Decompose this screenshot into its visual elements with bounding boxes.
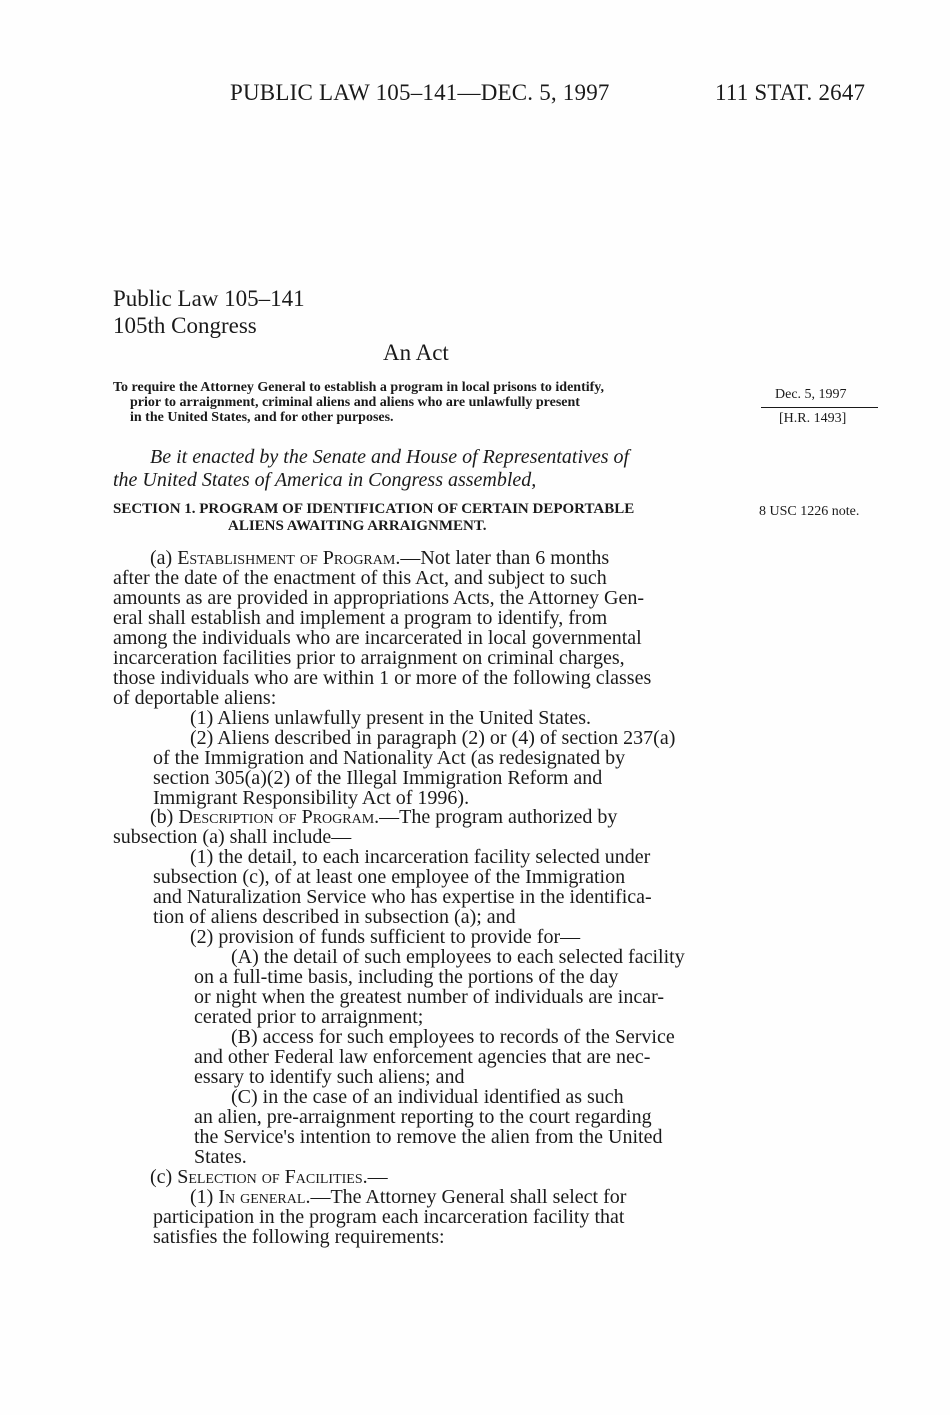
congress-number: 105th Congress xyxy=(113,313,257,338)
body-line: Immigrant Responsibility Act of 1996). xyxy=(153,787,470,809)
body-line: on a full-time basis, including the portions of the day xyxy=(194,966,619,988)
body-line: of the Immigration and Nationality Act (as redesignated by xyxy=(153,747,626,769)
subsection-caption: Establishment of Program xyxy=(177,547,396,569)
subsection-caption: Description of Program xyxy=(178,806,375,828)
running-header-law-date: PUBLIC LAW 105–141—DEC. 5, 1997 xyxy=(230,80,610,105)
body-line: subsection (c), of at least one employee of the Immigration xyxy=(153,866,626,888)
body-line: of deportable aliens: xyxy=(113,687,277,709)
margin-usc-note: 8 USC 1226 note. xyxy=(759,504,860,519)
paragraph-label: (1) xyxy=(190,1186,219,1208)
body-text: .—The program authorized by xyxy=(374,806,618,828)
act-heading: An Act xyxy=(383,340,449,365)
body-line: section 305(a)(2) of the Illegal Immigration Reform and xyxy=(153,767,603,789)
body-line: tion of aliens described in subsection (a); and xyxy=(153,906,516,928)
paragraph-c1-line xyxy=(113,1187,626,1207)
body-line: and Naturalization Service who has expertise in the identifica- xyxy=(153,886,652,908)
subsection-b-line xyxy=(113,807,617,827)
body-line: eral shall establish and implement a program to identify, from xyxy=(113,607,608,629)
body-line: among the individuals who are incarcerated in local governmental xyxy=(113,627,642,649)
purpose-line: To require the Attorney General to establish a program in local prisons to identify, xyxy=(113,380,605,395)
body-line: an alien, pre-arraignment reporting to the court regarding xyxy=(194,1106,652,1128)
subsection-label: (b) xyxy=(150,806,179,828)
enacting-line: Be it enacted by the Senate and House of Representatives of xyxy=(150,446,630,468)
paragraph-a2: (2) Aliens described in paragraph (2) or (4) of section 237(a) xyxy=(190,727,676,749)
purpose-line: in the United States, and for other purposes. xyxy=(130,410,394,425)
body-line: participation in the program each incarceration facility that xyxy=(153,1206,625,1228)
running-header-stat-page: 111 STAT. 2647 xyxy=(715,80,866,105)
public-law-number: Public Law 105–141 xyxy=(113,286,305,311)
section-heading-line: ALIENS AWAITING ARRAIGNMENT. xyxy=(228,518,487,534)
body-line: amounts as are provided in appropriations Acts, the Attorney Gen- xyxy=(113,587,644,609)
body-line: after the date of the enactment of this Act, and subject to such xyxy=(113,567,607,589)
body-line: States. xyxy=(194,1146,247,1168)
enacting-clause xyxy=(113,446,745,492)
body-line: satisfies the following requirements: xyxy=(153,1226,445,1248)
body-line: or night when the greatest number of individuals are incar- xyxy=(194,986,664,1008)
margin-bill-number: [H.R. 1493] xyxy=(779,411,847,426)
margin-date: Dec. 5, 1997 xyxy=(775,387,847,402)
subsection-a-line xyxy=(113,548,609,568)
paragraph-caption: In general xyxy=(218,1186,306,1208)
body-text: .—Not later than 6 months xyxy=(395,547,610,569)
enacting-line: the United States of America in Congress assembled, xyxy=(113,469,537,491)
body-line: essary to identify such aliens; and xyxy=(194,1066,465,1088)
body-line: the Service's intention to remove the alien from the United xyxy=(194,1126,663,1148)
body-line: subsection (a) shall include— xyxy=(113,826,352,848)
subparagraph-bA: (A) the detail of such employees to each selected facility xyxy=(231,946,685,968)
body-line: cerated prior to arraignment; xyxy=(194,1006,424,1028)
paragraph-b1: (1) the detail, to each incarceration facility selected under xyxy=(190,846,651,868)
paragraph-b2: (2) provision of funds sufficient to provide for— xyxy=(190,926,581,948)
subsection-c-line xyxy=(113,1167,388,1187)
body-text: .—The Attorney General shall select for xyxy=(305,1186,627,1208)
body-line: and other Federal law enforcement agencies that are nec- xyxy=(194,1046,651,1068)
subsection-label: (c) xyxy=(150,1166,178,1188)
body-text: .— xyxy=(362,1166,388,1188)
subsection-label: (a) xyxy=(150,547,178,569)
subsection-caption: Selection of Facilities xyxy=(177,1166,363,1188)
body-line: incarceration facilities prior to arraignment on criminal charges, xyxy=(113,647,625,669)
body-line: those individuals who are within 1 or more of the following classes xyxy=(113,667,652,689)
subparagraph-bB: (B) access for such employees to records of the Service xyxy=(231,1026,675,1048)
subparagraph-bC: (C) in the case of an individual identified as such xyxy=(231,1086,624,1108)
margin-rule xyxy=(761,407,878,408)
section-heading-line: SECTION 1. PROGRAM OF IDENTIFICATION OF CERTAIN DEPORTABLE xyxy=(113,501,635,517)
purpose-line: prior to arraignment, criminal aliens and aliens who are unlawfully present xyxy=(130,395,580,410)
paragraph-a1: (1) Aliens unlawfully present in the United States. xyxy=(190,707,592,729)
purpose-statement xyxy=(113,380,745,425)
section-heading xyxy=(113,501,753,535)
